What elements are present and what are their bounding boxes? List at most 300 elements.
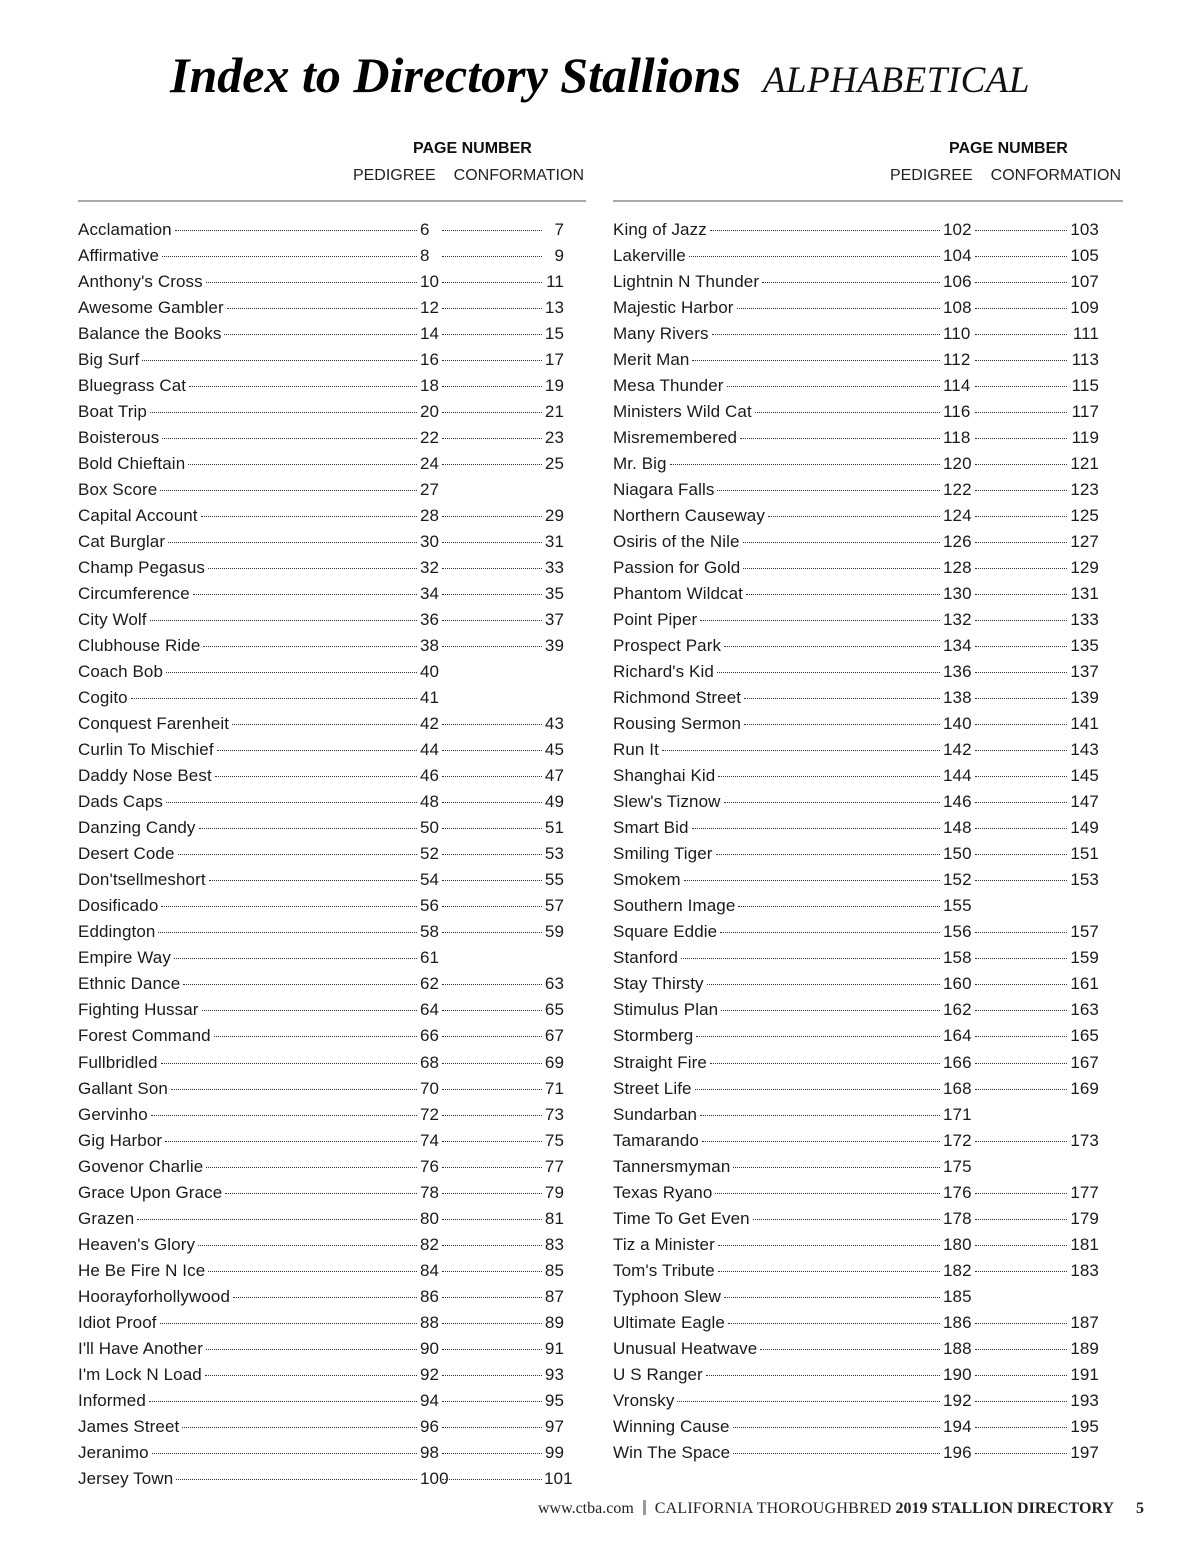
dot-leader	[975, 1323, 1067, 1324]
index-entry	[78, 974, 564, 1000]
stallion-name: Lakerville	[613, 246, 686, 266]
stallion-name: Smokem	[613, 870, 681, 890]
index-entry	[613, 1235, 1099, 1261]
dot-leader	[142, 360, 417, 361]
dot-leader	[442, 1401, 542, 1402]
pedigree-page: 72	[420, 1104, 440, 1124]
dot-leader	[442, 1193, 542, 1194]
pedigree-page: 56	[420, 896, 440, 916]
index-entry	[613, 532, 1099, 558]
left-entry-list	[78, 220, 586, 1495]
stallion-name: Slew's Tiznow	[613, 792, 721, 812]
index-entry	[78, 1468, 573, 1495]
conformation-page: 131	[1070, 584, 1099, 604]
pedigree-page: 150	[943, 844, 972, 864]
dot-leader	[975, 880, 1067, 881]
dot-leader	[718, 1271, 940, 1272]
pedigree-page: 18	[420, 376, 440, 396]
conformation-page: 141	[1070, 714, 1099, 734]
pedigree-heading: PEDIGREE	[889, 167, 973, 184]
conformation-page: 191	[1070, 1364, 1099, 1384]
conformation-page: 151	[1070, 844, 1099, 864]
conformation-page: 43	[544, 714, 564, 734]
index-entry	[78, 376, 564, 402]
stallion-name: Niagara Falls	[613, 480, 715, 500]
conformation-page: 183	[1070, 1260, 1099, 1280]
dot-leader	[137, 1219, 417, 1220]
dot-leader	[975, 1141, 1067, 1142]
conformation-page: 29	[544, 506, 564, 526]
dot-leader	[728, 1323, 940, 1324]
index-entry	[613, 1443, 1099, 1469]
conformation-page: 165	[1070, 1026, 1099, 1046]
stallion-name: Ethnic Dance	[78, 974, 181, 994]
dot-leader	[733, 1167, 940, 1168]
index-entry	[613, 272, 1099, 298]
dot-leader	[152, 1453, 417, 1454]
dot-leader	[199, 828, 417, 829]
footer-edition: 2019 STALLION DIRECTORY	[895, 1500, 1114, 1517]
pedigree-page: 146	[943, 792, 972, 812]
pedigree-page: 160	[943, 974, 972, 994]
index-entry	[78, 1209, 564, 1235]
dot-leader	[975, 750, 1067, 751]
pedigree-page: 186	[943, 1312, 972, 1332]
index-entry	[613, 1365, 1099, 1391]
stallion-name: Stay Thirsty	[613, 974, 704, 994]
pedigree-page: 140	[943, 714, 972, 734]
stallion-name: Typhoon Slew	[613, 1286, 721, 1306]
conformation-heading: CONFORMATION	[453, 167, 584, 184]
index-entry	[613, 1157, 1099, 1183]
index-entry	[613, 974, 1099, 1000]
dot-leader	[975, 1036, 1067, 1037]
dot-leader	[442, 1323, 542, 1324]
conformation-page: 53	[544, 844, 564, 864]
pedigree-page: 106	[943, 272, 972, 292]
pedigree-page: 158	[943, 948, 972, 968]
stallion-name: Fullbridled	[78, 1052, 158, 1072]
pedigree-page: 155	[943, 896, 972, 916]
dot-leader	[746, 594, 940, 595]
dot-leader	[442, 776, 542, 777]
conformation-page: 109	[1070, 298, 1099, 318]
pedigree-page: 27	[420, 480, 440, 500]
index-entry	[78, 1053, 564, 1079]
dot-leader	[442, 724, 542, 725]
stallion-name: Awesome Gambler	[78, 298, 224, 318]
index-entry	[613, 558, 1099, 584]
index-entry	[78, 662, 564, 688]
index-entry	[613, 662, 1099, 688]
dot-leader	[700, 1115, 940, 1116]
conformation-page: 73	[544, 1104, 564, 1124]
dot-leader	[743, 568, 940, 569]
conformation-page: 187	[1070, 1312, 1099, 1332]
dot-leader	[149, 1401, 417, 1402]
stallion-name: Tom's Tribute	[613, 1260, 715, 1280]
index-entry	[78, 740, 564, 766]
dot-leader	[201, 516, 417, 517]
pedigree-page: 124	[943, 506, 972, 526]
dot-leader	[975, 516, 1067, 517]
dot-leader	[716, 854, 940, 855]
dot-leader	[442, 750, 542, 751]
dot-leader	[442, 984, 542, 985]
dot-leader	[150, 620, 417, 621]
dot-leader	[975, 1063, 1067, 1064]
stallion-name: I'm Lock N Load	[78, 1364, 202, 1384]
dot-leader	[733, 1427, 940, 1428]
dot-leader	[171, 1089, 417, 1090]
dot-leader	[442, 1271, 542, 1272]
stallion-name: Shanghai Kid	[613, 766, 716, 786]
index-entry	[613, 1131, 1099, 1157]
index-entry	[78, 1235, 564, 1261]
dot-leader	[975, 256, 1067, 257]
index-entry	[613, 1000, 1099, 1026]
pedigree-page: 164	[943, 1026, 972, 1046]
pedigree-page: 66	[420, 1026, 440, 1046]
pedigree-page: 94	[420, 1390, 440, 1410]
pedigree-page: 74	[420, 1130, 440, 1150]
index-entry	[78, 948, 564, 974]
dot-leader	[710, 1063, 940, 1064]
stallion-name: Time To Get Even	[613, 1208, 750, 1228]
stallion-name: James Street	[78, 1416, 180, 1436]
index-entry	[78, 1026, 564, 1052]
dot-leader	[718, 776, 940, 777]
dot-leader	[442, 1115, 542, 1116]
pedigree-page: 6	[420, 220, 430, 239]
dot-leader	[160, 1323, 417, 1324]
pedigree-page: 128	[943, 558, 972, 578]
index-entry	[78, 324, 564, 350]
pedigree-page: 44	[420, 740, 440, 760]
conformation-page: 71	[544, 1078, 564, 1098]
dot-leader	[681, 958, 940, 959]
stallion-name: Vronsky	[613, 1390, 675, 1410]
dot-leader	[442, 1010, 542, 1011]
dot-leader	[161, 1063, 417, 1064]
conformation-page: 9	[554, 246, 564, 266]
dot-leader	[702, 1141, 940, 1142]
pedigree-page: 126	[943, 532, 972, 552]
stallion-name: Dads Caps	[78, 792, 163, 812]
index-entry	[613, 246, 1099, 272]
footer-separator	[643, 1500, 646, 1515]
dot-leader	[975, 724, 1067, 725]
dot-leader	[975, 282, 1067, 283]
index-entry	[613, 636, 1099, 662]
conformation-page: 137	[1070, 662, 1099, 682]
stallion-name: Texas Ryano	[613, 1182, 713, 1202]
dot-leader	[442, 516, 542, 517]
dot-leader	[442, 1375, 542, 1376]
pedigree-page: 84	[420, 1260, 440, 1280]
dot-leader	[975, 542, 1067, 543]
index-entry	[613, 428, 1099, 454]
index-entry	[613, 766, 1099, 792]
dot-leader	[695, 1089, 940, 1090]
index-entry	[78, 480, 564, 506]
left-sublabels	[353, 167, 584, 185]
index-entry	[613, 948, 1099, 974]
pedigree-page: 68	[420, 1052, 440, 1072]
conformation-page: 125	[1070, 506, 1099, 526]
index-entry	[78, 220, 564, 246]
dot-leader	[205, 1375, 417, 1376]
pedigree-page: 41	[420, 688, 440, 708]
footer-publication: CALIFORNIA THOROUGHBRED	[654, 1500, 892, 1517]
conformation-page: 23	[544, 428, 564, 448]
pedigree-page: 172	[943, 1130, 972, 1150]
pedigree-page: 182	[943, 1260, 972, 1280]
conformation-page: 15	[544, 324, 564, 344]
pedigree-page: 194	[943, 1416, 972, 1436]
conformation-page: 65	[544, 1000, 564, 1020]
title-main: Index to Directory Stallions	[170, 47, 741, 103]
index-entry	[613, 740, 1099, 766]
pedigree-page: 156	[943, 922, 972, 942]
dot-leader	[706, 1375, 940, 1376]
dot-leader	[442, 1141, 542, 1142]
conformation-page: 189	[1070, 1338, 1099, 1358]
dot-leader	[442, 568, 542, 569]
stallion-name: Dosificado	[78, 896, 159, 916]
conformation-page: 75	[544, 1130, 564, 1150]
conformation-page: 105	[1070, 246, 1099, 266]
index-entry	[613, 1053, 1099, 1079]
conformation-page: 51	[544, 818, 564, 838]
dot-leader	[975, 1375, 1067, 1376]
conformation-page: 25	[544, 454, 564, 474]
dot-leader	[208, 568, 417, 569]
stallion-name: Run It	[613, 740, 659, 760]
conformation-page: 11	[546, 272, 564, 292]
dot-leader	[442, 594, 542, 595]
stallion-name: Merit Man	[613, 350, 690, 370]
conformation-page: 87	[544, 1286, 564, 1306]
stallion-name: Grazen	[78, 1208, 135, 1228]
pedigree-page: 185	[943, 1286, 972, 1306]
pedigree-page: 82	[420, 1234, 440, 1254]
index-entry	[78, 1365, 564, 1391]
stallion-name: Straight Fire	[613, 1052, 707, 1072]
index-entry	[613, 1313, 1099, 1339]
stallion-name: Unusual Heatwave	[613, 1338, 758, 1358]
stallion-name: Northern Causeway	[613, 506, 765, 526]
dot-leader	[442, 1219, 542, 1220]
dot-leader	[224, 334, 417, 335]
pedigree-page: 32	[420, 558, 440, 578]
pedigree-page: 61	[420, 948, 440, 968]
dot-leader	[762, 282, 940, 283]
footer-url: www.ctba.com	[537, 1500, 634, 1517]
pedigree-page: 114	[943, 376, 971, 396]
conformation-page: 101	[544, 1468, 573, 1488]
pedigree-page: 138	[943, 688, 972, 708]
conformation-page: 95	[544, 1390, 564, 1410]
stallion-name: Hoorayforhollywood	[78, 1286, 231, 1306]
dot-leader	[214, 1036, 417, 1037]
index-entry	[613, 896, 1099, 922]
index-entry	[613, 818, 1099, 844]
conformation-page: 13	[544, 298, 564, 318]
conformation-page: 79	[544, 1182, 564, 1202]
index-entry	[613, 688, 1099, 714]
dot-leader	[724, 646, 940, 647]
index-entry	[78, 1261, 564, 1287]
stallion-name: Bold Chieftain	[78, 454, 186, 474]
dot-leader	[203, 646, 417, 647]
stallion-name: Tiz a Minister	[613, 1234, 715, 1254]
stallion-name: Anthony's Cross	[78, 272, 203, 292]
dot-leader	[442, 828, 542, 829]
dot-leader	[753, 1219, 940, 1220]
pedigree-page: 40	[420, 662, 440, 682]
dot-leader	[700, 620, 940, 621]
pedigree-page: 16	[420, 350, 440, 370]
dot-leader	[162, 438, 417, 439]
stallion-name: Richard's Kid	[613, 662, 714, 682]
conformation-page: 193	[1070, 1390, 1099, 1410]
index-entry	[78, 1417, 564, 1443]
pedigree-page: 24	[420, 454, 440, 474]
conformation-page: 97	[544, 1416, 564, 1436]
conformation-page: 179	[1070, 1208, 1099, 1228]
conformation-page: 117	[1071, 402, 1099, 422]
dot-leader	[975, 360, 1067, 361]
dot-leader	[442, 282, 542, 283]
stallion-name: Empire Way	[78, 948, 171, 968]
index-entry	[78, 1183, 564, 1209]
pedigree-page: 90	[420, 1338, 440, 1358]
stallion-name: Boat Trip	[78, 402, 147, 422]
dot-leader	[442, 1063, 542, 1064]
dot-leader	[208, 1271, 417, 1272]
stallion-name: Forest Command	[78, 1026, 211, 1046]
dot-leader	[209, 880, 417, 881]
dot-leader	[710, 230, 940, 231]
page-title	[0, 46, 1200, 104]
conformation-page: 103	[1070, 220, 1099, 239]
stallion-name: Many Rivers	[613, 324, 709, 344]
conformation-page: 143	[1070, 740, 1099, 760]
dot-leader	[975, 412, 1067, 413]
pedigree-page: 196	[943, 1442, 972, 1462]
dot-leader	[442, 412, 542, 413]
dot-leader	[712, 334, 940, 335]
pedigree-page: 88	[420, 1312, 440, 1332]
conformation-page: 107	[1070, 272, 1099, 292]
pedigree-page: 80	[420, 1208, 440, 1228]
stallion-name: Capital Account	[78, 506, 198, 526]
conformation-page: 35	[544, 584, 564, 604]
index-entry	[78, 818, 564, 844]
index-entry	[78, 1339, 564, 1365]
conformation-page: 195	[1070, 1416, 1099, 1436]
conformation-page: 39	[544, 636, 564, 656]
dot-leader	[975, 620, 1067, 621]
pedigree-page: 86	[420, 1286, 440, 1306]
conformation-page: 181	[1070, 1234, 1099, 1254]
index-entry	[78, 688, 564, 714]
pedigree-page: 144	[943, 766, 972, 786]
dot-leader	[161, 906, 417, 907]
index-entry	[78, 1079, 564, 1105]
conformation-page: 77	[544, 1156, 564, 1176]
dot-leader	[225, 1193, 417, 1194]
pedigree-page: 70	[420, 1078, 440, 1098]
dot-leader	[202, 1010, 417, 1011]
conformation-page: 31	[544, 532, 564, 552]
stallion-name: I'll Have Another	[78, 1338, 203, 1358]
stallion-name: Jersey Town	[78, 1468, 174, 1488]
index-entry	[613, 454, 1099, 480]
dot-leader	[442, 880, 542, 881]
conformation-page: 99	[544, 1442, 564, 1462]
index-entry	[613, 220, 1099, 246]
dot-leader	[131, 698, 417, 699]
index-entry	[613, 584, 1099, 610]
stallion-name: Eddington	[78, 922, 156, 942]
index-entry	[78, 1313, 564, 1339]
pedigree-page: 136	[943, 662, 972, 682]
dot-leader	[975, 828, 1067, 829]
page-number-heading: PAGE NUMBER	[949, 140, 1068, 157]
dot-leader	[975, 1271, 1067, 1272]
stallion-name: Stimulus Plan	[613, 1000, 719, 1020]
pedigree-page: 168	[943, 1078, 972, 1098]
dot-leader	[662, 750, 940, 751]
dot-leader	[158, 932, 417, 933]
pedigree-page: 176	[943, 1182, 972, 1202]
pedigree-page: 8	[420, 246, 430, 266]
stallion-name: Tamarando	[613, 1130, 699, 1150]
stallion-name: Desert Code	[78, 844, 175, 864]
index-entry	[78, 636, 564, 662]
dot-leader	[975, 1349, 1067, 1350]
pedigree-page: 166	[943, 1052, 972, 1072]
stallion-name: Point Piper	[613, 610, 698, 630]
stallion-name: Ultimate Eagle	[613, 1312, 725, 1332]
pedigree-page: 92	[420, 1364, 440, 1384]
dot-leader	[442, 906, 542, 907]
conformation-page: 149	[1070, 818, 1099, 838]
dot-leader	[442, 334, 542, 335]
stallion-name: Tannersmyman	[613, 1156, 731, 1176]
index-entry	[78, 506, 564, 532]
dot-leader	[442, 932, 542, 933]
index-entry	[78, 558, 564, 584]
dot-leader	[442, 854, 542, 855]
dot-leader	[166, 802, 417, 803]
stallion-name: Acclamation	[78, 220, 172, 239]
dot-leader	[975, 230, 1067, 231]
dot-leader	[233, 1297, 417, 1298]
pedigree-page: 162	[943, 1000, 972, 1020]
stallion-name: Box Score	[78, 480, 158, 500]
stallion-name: Idiot Proof	[78, 1312, 157, 1332]
pedigree-page: 98	[420, 1442, 440, 1462]
stallion-name: Win The Space	[613, 1442, 731, 1462]
conformation-page: 127	[1070, 532, 1099, 552]
conformation-page: 47	[544, 766, 564, 786]
stallion-name: Smiling Tiger	[613, 844, 713, 864]
dot-leader	[975, 568, 1067, 569]
stallion-name: Boisterous	[78, 428, 160, 448]
